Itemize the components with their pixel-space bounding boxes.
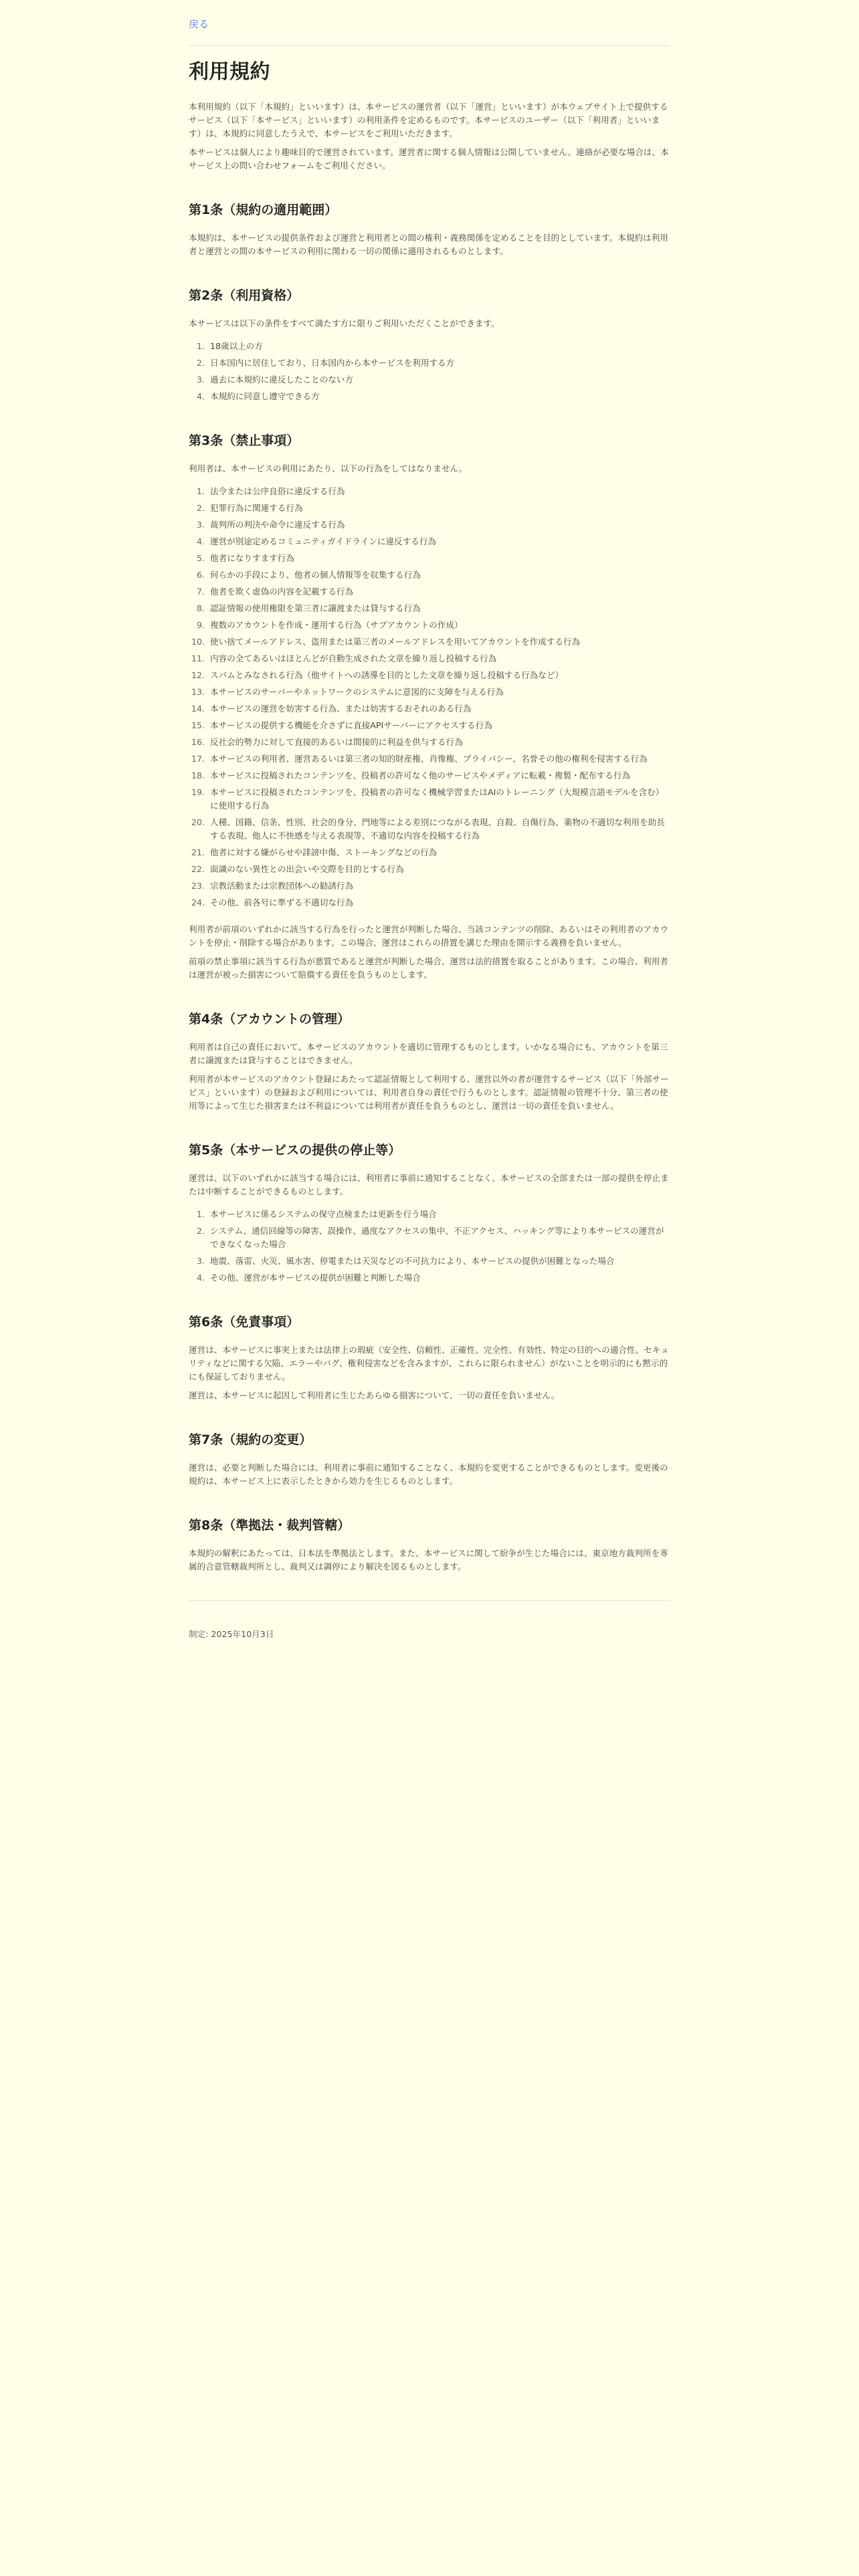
terms-article <box>189 1010 670 1113</box>
list-item: 18. 本サービスに投稿されたコンテンツを、投稿者の許可なく他のサービスやメディアに転載・複製・配布する行為 <box>207 769 670 782</box>
list-item: 21. 他者に対する嫌がらせや誹謗中傷、ストーキングなどの行為 <box>207 846 670 859</box>
list-item: 8. 認証情報の使用権限を第三者に譲渡または貸与する行為 <box>207 602 670 615</box>
article-paragraph: 本規約は、本サービスの提供条件および運営と利用者との間の権利・義務関係を定めることを目的としています。本規約は利用者と運営との間の本サービスの利用に関わる一切の関係に適用されるものとします。 <box>189 233 668 256</box>
list-item: 4. 本規約に同意し遵守できる方 <box>207 390 670 403</box>
article-heading: 第1条（規約の適用範囲） <box>189 203 338 217</box>
terms-article <box>189 1430 670 1488</box>
article-heading: 第7条（規約の変更） <box>189 1432 312 1447</box>
terms-article <box>189 286 670 403</box>
list-item: 10. 使い捨てメールアドレス、盗用または第三者のメールアドレスを用いてアカウントを作成する行為 <box>207 635 670 649</box>
list-item: 23. 宗教活動または宗教団体への勧誘行為 <box>207 879 670 893</box>
article-paragraph: 利用者は、本サービスの利用にあたり、以下の行為をしてはなりません。 <box>189 463 468 473</box>
article-paragraph: 利用者が本サービスのアカウント登録にあたって認証情報として利用する、運営以外の者が運営するサービス（以下「外部サービス」といいます）の登録および利用については、利用者自身の責任で行うものとします。認証情報の管理不十分、第三者の使用等によって生じた損害または不利益については利用者が責任を負うものとし、運営は一切の責任を負いません。 <box>189 1074 669 1111</box>
article-heading: 第4条（アカウントの管理） <box>189 1012 351 1027</box>
list-item: 1. 本サービスに係るシステムの保守点検または更新を行う場合 <box>207 1208 670 1221</box>
article-paragraph: 前項の禁止事項に該当する行為が悪質であると運営が判断した場合、運営は法的措置を取ることがあります。この場合、利用者は運営が被った損害について賠償する責任を負うものとします。 <box>189 956 668 980</box>
article-list <box>189 1208 670 1285</box>
intro-paragraph: 本サービスは個人により趣味目的で運営されています。運営者に関する個人情報は公開していません。連絡が必要な場合は、本サービス上の問い合わせフォームをご利用ください。 <box>189 147 669 171</box>
list-item: 24. その他、前各号に準ずる不適切な行為 <box>207 896 670 909</box>
article-heading: 第3条（禁止事項） <box>189 433 300 448</box>
list-item: 3. 裁判所の判決や命令に違反する行為 <box>207 518 670 532</box>
list-item: 9. 複数のアカウントを作成・運用する行為（サブアカウントの作成） <box>207 619 670 632</box>
list-item: 2. システム、通信回線等の障害、誤操作、過度なアクセスの集中、不正アクセス、ハッキング等により本サービスの運営ができなくなった場合 <box>207 1224 670 1251</box>
list-item: 1. 法令または公序良俗に違反する行為 <box>207 485 670 498</box>
list-item: 16. 反社会的勢力に対して直接的あるいは間接的に利益を供与する行為 <box>207 736 670 749</box>
terms-article <box>189 1141 670 1285</box>
terms-article <box>189 201 670 258</box>
article-paragraph: 本サービスは以下の条件をすべて満たす方に限りご利用いただくことができます。 <box>189 318 500 328</box>
terms-article <box>189 431 670 982</box>
list-item: 14. 本サービスの運営を妨害する行為、または妨害するおそれのある行為 <box>207 702 670 716</box>
article-paragraph: 利用者が前項のいずれかに該当する行為を行ったと運営が判断した場合、当該コンテンツの削除、あるいはその利用者のアカウントを停止・削除する場合があります。この場合、運営はこれらの措置を講じた理由を開示する義務を負いません。 <box>189 924 669 948</box>
article-list <box>189 485 670 909</box>
list-item: 22. 面識のない異性との出会いや交際を目的とする行為 <box>207 863 670 876</box>
list-item: 2. 日本国内に居住しており、日本国内から本サービスを利用する方 <box>207 356 670 370</box>
article-paragraph: 運営は、必要と判断した場合には、利用者に事前に通知することなく、本規約を変更することができるものとします。変更後の規約は、本サービス上に表示したときから効力を生じるものとします。 <box>189 1463 668 1486</box>
list-item: 12. スパムとみなされる行為（他サイトへの誘導を目的とした文章を繰り返し投稿する行為など） <box>207 669 670 682</box>
list-item: 13. 本サービスのサーバーやネットワークのシステムに意図的に支障を与える行為 <box>207 685 670 699</box>
list-item: 4. 運営が別途定めるコミュニティガイドラインに違反する行為 <box>207 535 670 548</box>
article-heading: 第6条（免責事項） <box>189 1315 300 1329</box>
list-item: 6. 何らかの手段により、他者の個人情報等を収集する行為 <box>207 568 670 582</box>
terms-article <box>189 1313 670 1402</box>
enacted-date: 制定: 2025年10月3日 <box>189 1629 274 1639</box>
article-paragraph: 運営は、本サービスに事実上または法律上の瑕疵（安全性、信頼性、正確性、完全性、有効性、特定の目的への適合性、セキュリティなどに関する欠陥、エラーやバグ、権利侵害などを含みますが、これらに限られません）がないことを明示的にも黙示的にも保証しておりません。 <box>189 1345 669 1382</box>
article-paragraph: 本規約の解釈にあたっては、日本法を準拠法とします。また、本サービスに関して紛争が生じた場合には、東京地方裁判所を専属的合意管轄裁判所とし、裁判又は調停により解決を図るものとします。 <box>189 1548 668 1572</box>
footer-divider <box>189 1600 670 1601</box>
terms-content <box>189 100 670 1641</box>
intro-paragraph: 本利用規約（以下「本規約」といいます）は、本サービスの運営者（以下「運営」といいます）が本ウェブサイト上で提供するサービス（以下「本サービス」といいます）の利用条件を定めるものです。本サービスのユーザー（以下「利用者」といいます）は、本規約に同意したうえで、本サービスをご利用いただきます。 <box>189 102 668 138</box>
list-item: 7. 他者を欺く虚偽の内容を記載する行為 <box>207 585 670 599</box>
back-link[interactable]: 戻る <box>189 18 209 30</box>
article-paragraph: 運営は、本サービスに起因して利用者に生じたあらゆる損害について、一切の責任を負いません。 <box>189 1390 560 1400</box>
list-item: 4. その他、運営が本サービスの提供が困難と判断した場合 <box>207 1271 670 1285</box>
list-item: 19. 本サービスに投稿されたコンテンツを、投稿者の許可なく機械学習またはAIのトレーニング（大規模言語モデルを含む）に使用する行為 <box>207 786 670 813</box>
list-item: 20. 人種、国籍、信条、性別、社会的身分、門地等による差別につながる表現、自殺、自傷行為、薬物の不適切な利用を助長する表現、他人に不快感を与える表現等、不適切な内容を投稿する行為 <box>207 816 670 843</box>
article-paragraph: 利用者は自己の責任において、本サービスのアカウントを適切に管理するものとします。いかなる場合にも、アカウントを第三者に譲渡または貸与することはできません。 <box>189 1042 668 1065</box>
article-heading: 第8条（準拠法・裁判管轄） <box>189 1518 351 1533</box>
article-heading: 第2条（利用資格） <box>189 288 300 303</box>
article-paragraph: 運営は、以下のいずれかに該当する場合には、利用者に事前に通知することなく、本サービスの全部または一部の提供を停止または中断することができるものとします。 <box>189 1173 669 1196</box>
list-item: 15. 本サービスの提供する機能を介さずに直接APIサーバーにアクセスする行為 <box>207 719 670 732</box>
list-item: 11. 内容の全てあるいはほとんどが自動生成された文章を繰り返し投稿する行為 <box>207 652 670 665</box>
list-item: 1. 18歳以上の方 <box>207 340 670 353</box>
article-heading: 第5条（本サービスの提供の停止等） <box>189 1143 401 1158</box>
header-divider <box>189 45 670 46</box>
list-item: 2. 犯罪行為に関連する行為 <box>207 502 670 515</box>
list-item: 5. 他者になりすます行為 <box>207 552 670 565</box>
terms-sections <box>189 201 670 1574</box>
list-item: 17. 本サービスの利用者、運営あるいは第三者の知的財産権、肖像権、プライバシー、名誉その他の権利を侵害する行為 <box>207 752 670 766</box>
page-title: 利用規約 <box>189 60 270 84</box>
list-item: 3. 地震、落雷、火災、風水害、停電または天災などの不可抗力により、本サービスの提供が困難となった場合 <box>207 1255 670 1268</box>
terms-article <box>189 1516 670 1574</box>
list-item: 3. 過去に本規約に違反したことのない方 <box>207 373 670 387</box>
article-list <box>189 340 670 403</box>
